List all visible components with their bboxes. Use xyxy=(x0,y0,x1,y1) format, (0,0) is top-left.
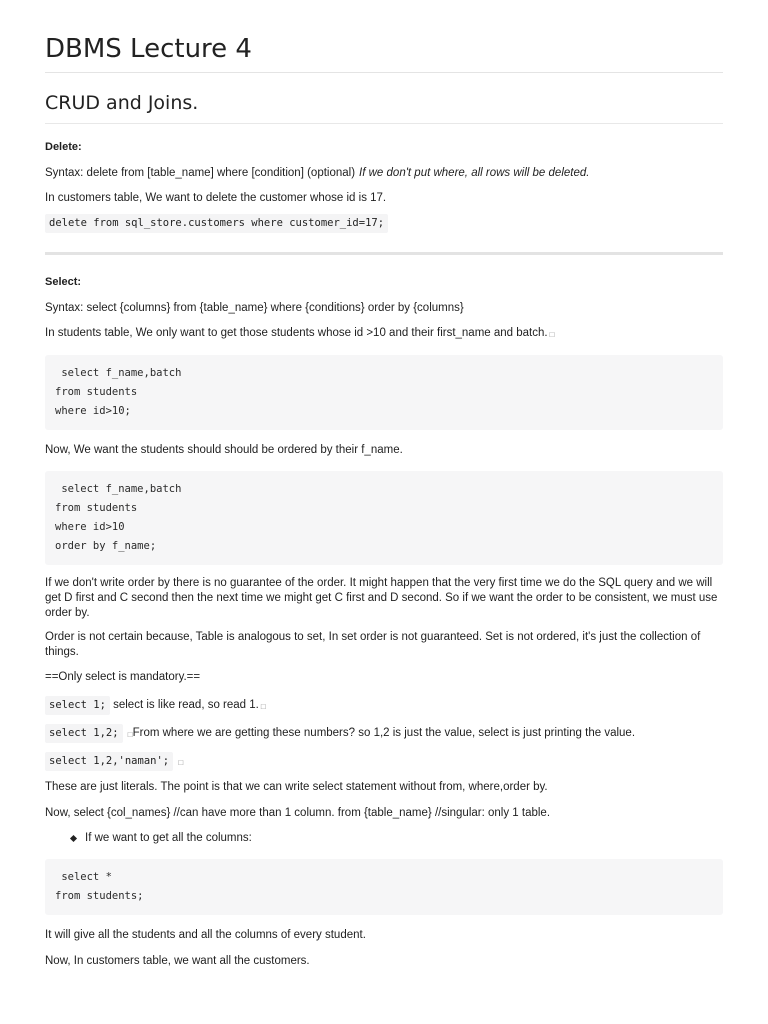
delete-inline-code: delete from sql_store.customers where customer_id=17; xyxy=(45,214,388,233)
literal-line-2 xyxy=(45,724,723,743)
delete-heading: Delete: xyxy=(45,141,82,153)
page-title: DBMS Lecture 4 xyxy=(45,34,252,64)
literal-line-3 xyxy=(45,752,723,771)
code-block-select-all: select * from students; xyxy=(45,859,723,915)
order-text: Now, We want the students should should be ordered by their f_name. xyxy=(45,444,403,456)
section-subtitle: CRUD and Joins. xyxy=(45,92,199,114)
literals-text: These are just literals. The point is that we can write select statement without from, where,order by. xyxy=(45,781,548,793)
select-syntax: Syntax: select {columns} from {table_name} where {conditions} order by {columns} xyxy=(45,302,464,314)
list-item: If we want to get all the columns: xyxy=(85,831,723,846)
all-result-text: It will give all the students and all the columns of every student. xyxy=(45,929,366,941)
delete-syntax: Syntax: delete from [table_name] where [condition] (optional) xyxy=(45,167,356,179)
delete-code-line xyxy=(45,214,723,233)
delete-syntax-line xyxy=(45,166,723,181)
select-example-text: In students table, We only want to get those students whose id >10 and their first_name and batch. xyxy=(45,327,548,339)
literal-text-2: From where we are getting these numbers? so 1,2 is just the value, select is just printing the value. xyxy=(132,727,636,739)
literal-code-1: select 1; xyxy=(45,696,110,715)
literal-line-1 xyxy=(45,696,723,715)
missing-glyph-icon: □ xyxy=(549,330,555,339)
missing-glyph-icon: □ xyxy=(260,702,266,711)
missing-glyph-icon: □ xyxy=(178,758,184,767)
literal-code-2: select 1,2; xyxy=(45,724,123,743)
select-example-line xyxy=(45,326,723,342)
title-divider xyxy=(45,72,723,73)
literal-code-3: select 1,2,'naman'; xyxy=(45,752,173,771)
customers-text: Now, In customers table, we want all the customers. xyxy=(45,955,310,967)
select-heading: Select: xyxy=(45,276,82,288)
delete-example-text: In customers table, We want to delete the customer whose id is 17. xyxy=(45,192,387,204)
code-block-order-by: select f_name,batch from students where id>10 order by f_name; xyxy=(45,471,723,565)
paragraph-order-guarantee: If we don't write order by there is no guarantee of the order. It might happen that the very first time we do the SQL query and we will get D first and C second then the next time we might get C first and D second. So if we want the order to be consistent, we must use order by. xyxy=(45,577,718,619)
delete-note: If we don't put where, all rows will be deleted. xyxy=(359,167,590,179)
subtitle-divider xyxy=(45,123,723,124)
col-names-text: Now, select {col_names} //can have more than 1 column. from {table_name} //singular: only 1 table. xyxy=(45,807,551,819)
mandatory-note: ==Only select is mandatory.== xyxy=(45,671,201,683)
bullet-list xyxy=(45,831,723,846)
paragraph-set-analogy: Order is not certain because, Table is analogous to set, In set order is not guaranteed. Set is not ordered, it's just the collection of things. xyxy=(45,631,701,658)
section-divider xyxy=(45,252,723,255)
code-block-select: select f_name,batch from students where id>10; xyxy=(45,355,723,430)
literal-text-1: select is like read, so read 1. xyxy=(113,699,259,711)
missing-glyph-icon: □ xyxy=(127,730,133,739)
